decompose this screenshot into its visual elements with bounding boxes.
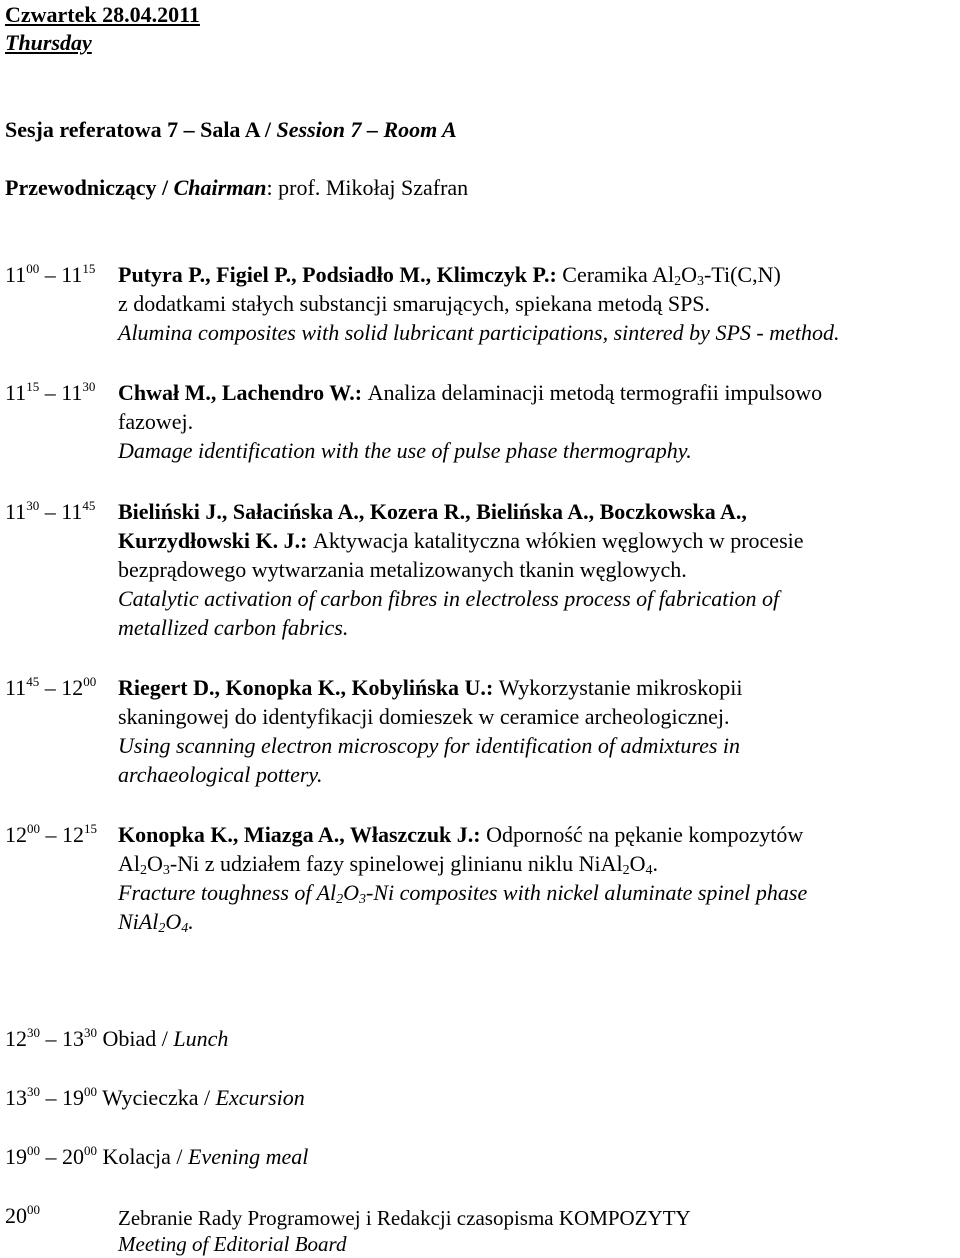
- talk-authors: Chwał M., Lachendro W.: [118, 380, 355, 405]
- time-dash: –: [40, 1085, 62, 1110]
- time-hour: 11: [5, 499, 27, 524]
- time-minute: 00: [84, 1084, 97, 1099]
- time-hour: 11: [61, 262, 83, 287]
- time-minute: 00: [83, 674, 97, 689]
- talk-title: O: [681, 262, 697, 287]
- event-polish: Obiad /: [97, 1026, 174, 1051]
- chair-name: prof. Mikołaj Szafran: [278, 175, 469, 200]
- formula-text: NiAl: [118, 909, 159, 934]
- time-hour: 12: [61, 675, 84, 700]
- talk-colon: :: [549, 262, 563, 287]
- talk-3-line-3: bezprądowego wytwarzania metalizowanych tkanin węglowych.: [118, 557, 687, 582]
- talk-3-line-2: [118, 528, 804, 554]
- time-minute: 15: [82, 261, 96, 276]
- time-hour: 12: [5, 822, 27, 847]
- time-minute: 30: [84, 1025, 97, 1040]
- formula-text: Fracture toughness of Al: [118, 880, 337, 905]
- time-minute: 45: [82, 498, 96, 513]
- talk-authors: Riegert D., Konopka K., Kobylińska U.: [118, 675, 486, 700]
- chair-label-english: Chairman: [173, 175, 267, 200]
- time-hour: 11: [5, 262, 27, 287]
- time-hour: 20: [5, 1203, 27, 1228]
- time-hour: 11: [61, 380, 83, 405]
- formula-text: O: [147, 851, 163, 876]
- board-time: [5, 1203, 40, 1229]
- talk-4-line-1: [118, 675, 742, 701]
- session-english: Session 7 – Room A: [276, 117, 457, 142]
- time-hour: 12: [62, 822, 84, 847]
- formula-text: O: [629, 851, 646, 876]
- formula-text: .: [652, 851, 658, 876]
- time-minute: 00: [27, 1143, 40, 1158]
- talk-authors: Putyra P., Figiel P., Podsiadło M., Klimczyk P.: [118, 262, 550, 287]
- time-hour: 11: [5, 380, 27, 405]
- time-minute: 30: [82, 379, 96, 394]
- time-dash: –: [40, 822, 62, 847]
- chair-colon: :: [266, 175, 279, 200]
- talk-3-time: [5, 499, 95, 525]
- formula-text: Al: [118, 851, 140, 876]
- formula-subscript: 2: [140, 863, 147, 878]
- formula-subscript: 3: [359, 892, 367, 907]
- board-polish: Zebranie Rady Programowej i Redakcji czasopisma KOMPOZYTY: [118, 1206, 691, 1230]
- talk-title: Aktywacja katalityczna włókien węglowych w procesie: [312, 528, 804, 553]
- talk-5-english-2: [118, 909, 194, 935]
- talk-title: -Ti(C,N): [703, 262, 781, 287]
- formula-subscript: 3: [162, 863, 170, 878]
- talk-1-line-2: z dodatkami stałych substancji smarujących, spiekana metodą SPS.: [118, 291, 711, 316]
- time-minute: 15: [84, 821, 97, 836]
- talk-4-english-2: archaeological pottery.: [118, 762, 323, 787]
- talk-4-line-2: skaningowej do identyfikacji domieszek w ceramice archeologicznej.: [118, 704, 730, 729]
- chair-label-polish: Przewodniczący /: [5, 175, 174, 200]
- date-heading: Czwartek 28.04.2011: [5, 2, 200, 27]
- talk-5-line-1: [118, 822, 803, 848]
- chair-line: [5, 175, 468, 201]
- talk-2-time: [5, 380, 95, 406]
- time-minute: 30: [27, 1025, 40, 1040]
- day-english: Thursday: [5, 30, 92, 55]
- formula-subscript: 4: [181, 921, 189, 936]
- talk-5-english-1: [118, 880, 807, 906]
- session-heading: [5, 117, 457, 143]
- event-evening-meal: [5, 1144, 308, 1170]
- formula-text: O: [165, 909, 182, 934]
- time-hour: 13: [62, 1026, 84, 1051]
- time-minute: 30: [27, 1084, 40, 1099]
- talk-title: Wykorzystanie mikroskopii: [498, 675, 743, 700]
- time-dash: –: [40, 1026, 62, 1051]
- formula-subscript: 2: [336, 892, 344, 907]
- time-minute: 00: [27, 821, 40, 836]
- talk-2-english: Damage identification with the use of pulse phase thermography.: [118, 438, 692, 463]
- time-minute: 00: [26, 261, 40, 276]
- talk-2-line-2: fazowej.: [118, 409, 194, 434]
- talk-authors: Kurzydłowski K. J.: [118, 528, 301, 553]
- talk-colon: :: [473, 822, 487, 847]
- formula-text: -Ni composites with nickel aluminate spinel phase: [366, 880, 808, 905]
- event-english: Excursion: [215, 1085, 305, 1110]
- formula-subscript: 3: [696, 274, 704, 289]
- time-dash: –: [39, 499, 62, 524]
- event-lunch: [5, 1026, 228, 1052]
- talk-colon: :: [485, 675, 499, 700]
- formula-subscript: 4: [645, 863, 653, 878]
- time-hour: 20: [62, 1144, 84, 1169]
- talk-3-english-1: Catalytic activation of carbon fibres in electroless process of fabrication of: [118, 586, 780, 611]
- talk-3-english-2: metallized carbon fabrics.: [118, 615, 349, 640]
- talk-1-time: [5, 262, 95, 288]
- talk-title: Odporność na pękanie kompozytów: [486, 822, 804, 847]
- talk-1-english: Alumina composites with solid lubricant participations, sintered by SPS - method.: [118, 320, 840, 345]
- time-dash: –: [40, 1144, 62, 1169]
- time-minute: 00: [27, 1202, 40, 1217]
- time-hour: 11: [5, 675, 27, 700]
- talk-3-authors-line-1: Bieliński J., Sałacińska A., Kozera R., Bielińska A., Boczkowska A.,: [118, 499, 747, 524]
- time-dash: –: [39, 675, 62, 700]
- talk-5-time: [5, 822, 97, 848]
- formula-text: O: [343, 880, 360, 905]
- formula-text: -Ni z udziałem fazy spinelowej glinianu niklu NiAl: [169, 851, 623, 876]
- talk-title: Ceramika Al: [562, 262, 675, 287]
- time-hour: 13: [5, 1085, 27, 1110]
- formula-subscript: 2: [158, 921, 166, 936]
- time-hour: 19: [5, 1144, 27, 1169]
- event-english: Evening meal: [188, 1144, 309, 1169]
- time-dash: –: [39, 262, 62, 287]
- formula-subscript: 2: [622, 863, 630, 878]
- event-polish: Kolacja /: [97, 1144, 189, 1169]
- board-english: Meeting of Editorial Board: [118, 1232, 347, 1256]
- time-dash: –: [39, 380, 62, 405]
- time-minute: 30: [26, 498, 40, 513]
- time-hour: 11: [61, 499, 83, 524]
- time-minute: 15: [26, 379, 40, 394]
- event-polish: Wycieczka /: [97, 1085, 216, 1110]
- talk-4-english-1: Using scanning electron microscopy for identification of admixtures in: [118, 733, 741, 758]
- formula-text: .: [188, 909, 194, 934]
- formula-subscript: 2: [674, 274, 682, 289]
- talk-title: Analiza delaminacji metodą termografii impulsowo: [367, 380, 823, 405]
- talk-1-line-1: [118, 262, 781, 288]
- talk-colon: :: [354, 380, 368, 405]
- session-polish: Sesja referatowa 7 – Sala A /: [5, 117, 277, 142]
- talk-5-line-2: [118, 851, 658, 877]
- talk-authors: Konopka K., Miazga A., Właszczuk J.: [118, 822, 474, 847]
- time-minute: 45: [26, 674, 40, 689]
- time-hour: 19: [62, 1085, 84, 1110]
- event-excursion: [5, 1085, 305, 1111]
- time-minute: 00: [84, 1143, 97, 1158]
- time-hour: 12: [5, 1026, 27, 1051]
- event-english: Lunch: [173, 1026, 229, 1051]
- talk-4-time: [5, 675, 96, 701]
- talk-colon: :: [300, 528, 313, 553]
- talk-2-line-1: [118, 380, 822, 406]
